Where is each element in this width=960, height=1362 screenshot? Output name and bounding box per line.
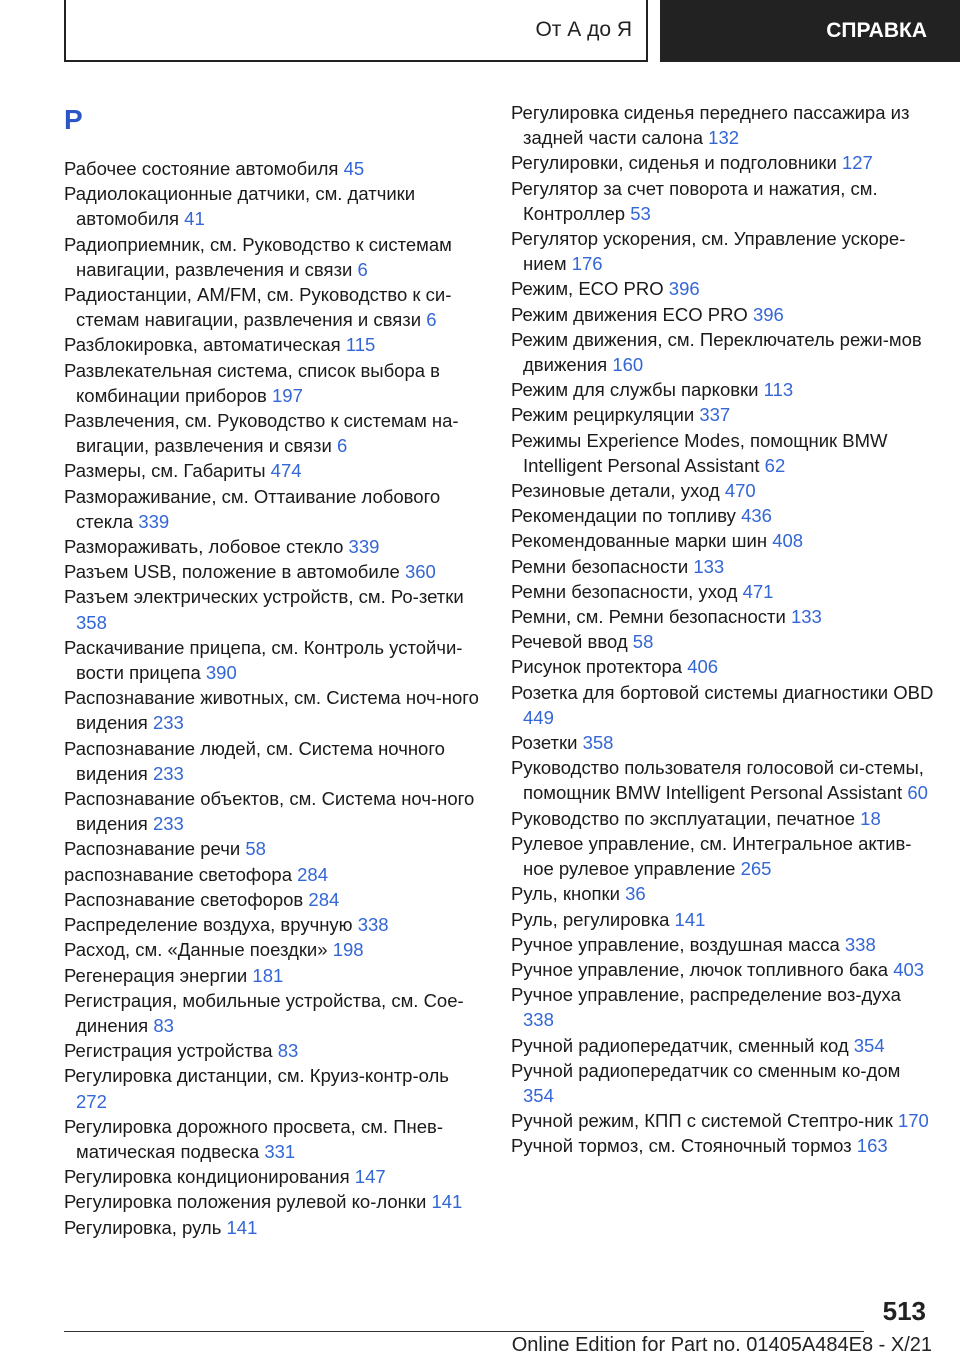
page-reference-link[interactable]: 406 (687, 656, 719, 678)
page-reference-link[interactable]: 474 (270, 460, 302, 482)
index-entry (511, 100, 936, 150)
index-entry (511, 982, 936, 1032)
index-entry-text: Распознавание животных, см. Система ноч-ного видения (64, 687, 479, 734)
index-entry-text: Рабочее состояние автомобиля (64, 158, 344, 179)
page-reference-link[interactable]: 115 (345, 334, 376, 356)
index-entry (511, 1058, 936, 1108)
index-entry (64, 1215, 484, 1240)
index-entry (64, 584, 484, 634)
page-number: 513 (882, 1296, 926, 1326)
index-entry-text: Размеры, см. Габариты (64, 460, 271, 482)
index-entry (511, 377, 936, 402)
index-entry (511, 554, 936, 579)
section-letter: Р (64, 104, 83, 135)
page-reference-link[interactable]: 331 (264, 1140, 296, 1162)
index-entry-text: Режимы Experience Modes, помощник BMW Intelligent Personal Assistant (511, 429, 888, 476)
page-reference-link[interactable]: 338 (523, 1009, 554, 1031)
index-entry-text: Радиолокационные датчики, см. датчики автомобиля (64, 183, 416, 230)
index-entry-text: Распределение воздуха, вручную (64, 914, 358, 936)
page-reference-link[interactable]: 337 (699, 404, 731, 426)
index-entry (64, 358, 484, 408)
index-entry (511, 428, 936, 478)
page-reference-link[interactable]: 6 (357, 258, 368, 280)
page-reference-link[interactable]: 58 (245, 838, 266, 860)
index-entry-text: Рекомендованные марки шин (511, 530, 773, 552)
page-reference-link[interactable]: 403 (893, 958, 925, 980)
page-header (0, 0, 960, 66)
index-entry-text: Режим, ECO PRO (511, 278, 669, 300)
index-entry (511, 402, 936, 427)
index-entry-text: Регулировка кондиционирования (64, 1166, 355, 1188)
page-reference-link[interactable]: 170 (897, 1110, 929, 1132)
tab-reference[interactable] (660, 0, 960, 62)
page-reference-link[interactable]: 338 (357, 914, 389, 936)
page-reference-link[interactable]: 176 (571, 253, 603, 275)
page-reference-link[interactable]: 358 (76, 611, 107, 633)
page-reference-link[interactable]: 272 (76, 1090, 107, 1112)
page-reference-link[interactable]: 58 (632, 631, 654, 653)
index-entry-text: Ремни безопасности, уход (511, 580, 743, 602)
page-reference-link[interactable]: 127 (841, 152, 873, 174)
index-entry (511, 881, 936, 906)
index-entry-text: Режим рециркуляции (511, 404, 700, 426)
page-reference-link[interactable]: 408 (772, 530, 804, 552)
index-entry-text: Ручное управление, распределение воз-духа (511, 984, 901, 1006)
index-entry-text: Резиновые детали, уход (511, 480, 725, 502)
index-entry-text: Регулировка дорожного просвета, см. Пнев-матическая подвеска (64, 1115, 443, 1162)
page-reference-link[interactable]: 18 (860, 807, 881, 829)
index-entry (64, 181, 484, 231)
page-reference-link[interactable]: 53 (630, 202, 651, 224)
index-entry (511, 150, 936, 175)
index-entry (511, 503, 936, 528)
index-entry-text: Расход, см. «Данные поездки» (64, 939, 333, 961)
index-entry-text: Регулировка, руль (64, 1216, 227, 1238)
page-reference-link[interactable]: 354 (853, 1034, 885, 1056)
index-entry-text: Руководство пользователя голосовой си-стемы, помощник BMW Intelligent Personal Assistant (511, 757, 924, 804)
index-entry-text: Распознавание людей, см. Система ночного видения (64, 737, 445, 784)
index-entry-text: Регистрация устройства (64, 1040, 278, 1062)
page-reference-link[interactable]: 83 (153, 1014, 174, 1036)
index-entry-text: Рисунок протектора (511, 656, 688, 678)
page-reference-link[interactable]: 470 (724, 480, 756, 502)
index-entry-text: Регенерация энергии (64, 964, 253, 986)
index-entry-text: Режим движения, см. Переключатель режи-мов движения (511, 328, 922, 376)
index-entry (64, 559, 484, 584)
index-entry-text: Распознавание светофоров (64, 888, 309, 910)
index-entry-text: Распознавание объектов, см. Система ноч-ного видения (64, 788, 475, 835)
index-entry-text: Радиостанции, AM/FM, см. Руководство к си-стемам навигации, развлечения и связи (64, 284, 452, 331)
page-reference-link[interactable]: 163 (856, 1135, 888, 1157)
page-reference-link[interactable]: 141 (226, 1216, 258, 1238)
tab-reference-label: СПРАВКА (826, 19, 927, 42)
page-reference-link[interactable]: 233 (152, 762, 184, 784)
index-entry-text: Ручной радиопередатчик со сменным ко-дом (511, 1059, 901, 1081)
index-entry-text: Размораживать, лобовое стекло (64, 536, 349, 558)
index-entry-text: Ручной тормоз, см. Стояночный тормоз (511, 1135, 857, 1157)
index-entry (511, 806, 936, 831)
index-entry (64, 332, 484, 357)
page-reference-link[interactable]: 396 (752, 303, 784, 325)
page-reference-link[interactable]: 113 (763, 379, 794, 401)
page-reference-link[interactable]: 141 (431, 1191, 463, 1213)
index-entry (64, 534, 484, 559)
page-reference-link[interactable]: 233 (152, 813, 184, 835)
page-reference-link[interactable]: 60 (907, 782, 928, 804)
index-entry (64, 963, 484, 988)
page-reference-link[interactable]: 471 (742, 580, 774, 602)
index-entry (64, 635, 484, 685)
page-reference-link[interactable]: 132 (708, 127, 740, 149)
index-entry (511, 528, 936, 553)
index-entry (511, 730, 936, 755)
index-entry-text: Ремни, см. Ремни безопасности (511, 606, 791, 628)
page-reference-link[interactable]: 6 (337, 435, 348, 457)
index-entry (511, 579, 936, 604)
index-entry-text: Режим движения ECO PRO (511, 303, 753, 325)
page-reference-link[interactable]: 160 (612, 354, 644, 376)
index-entry-text: Разблокировка, автоматическая (64, 334, 346, 356)
page-reference-link[interactable]: 181 (252, 964, 284, 986)
index-entry (64, 862, 484, 887)
index-column-right (511, 100, 936, 1159)
page-reference-link[interactable]: 197 (272, 384, 303, 406)
page-reference-link[interactable]: 339 (348, 536, 380, 558)
index-entry (511, 1033, 936, 1058)
index-entry (511, 1133, 936, 1158)
page-reference-link[interactable]: 390 (205, 662, 237, 684)
index-entry-text: Рулевое управление, см. Интегральное актив-ное рулевое управление (511, 832, 912, 880)
page-reference-link[interactable]: 141 (674, 908, 706, 930)
index-entry-text: Речевой ввод (511, 631, 633, 653)
page-reference-link[interactable]: 358 (582, 732, 614, 754)
index-entry-text: Регулировки, сиденья и подголовники (511, 152, 842, 174)
index-entry (511, 176, 936, 226)
index-entry (511, 327, 936, 377)
index-entry-text: Режим для службы парковки (511, 379, 764, 401)
index-entry-text: Руль, кнопки (511, 883, 626, 905)
index-entry-text: Ручное управление, воздушная масса (511, 933, 845, 955)
index-entry (64, 836, 484, 861)
index-entry (64, 988, 484, 1038)
page-reference-link[interactable]: 360 (404, 561, 436, 583)
index-entry (64, 408, 484, 458)
index-entry-text: Рекомендации по топливу (511, 505, 742, 527)
page-reference-link[interactable]: 233 (152, 712, 184, 734)
footer-edition: Online Edition for Part no. 01405A484E8 - X/21 (511, 1334, 932, 1356)
index-entry (511, 831, 936, 881)
index-entry (511, 907, 936, 932)
index-entry (64, 912, 484, 937)
index-entry (511, 478, 936, 503)
index-entry (511, 302, 936, 327)
page-reference-link[interactable]: 449 (523, 706, 554, 728)
page-reference-link[interactable]: 436 (741, 505, 772, 527)
index-entry-text: Разъем электрических устройств, см. Ро-зетки (64, 586, 464, 608)
page-reference-link[interactable]: 339 (138, 510, 170, 532)
index-entry-text: распознавание светофора (64, 863, 298, 885)
index-entry-text: Руль, регулировка (511, 908, 675, 930)
index-entry (64, 736, 484, 786)
index-entry-text: Регистрация, мобильные устройства, см. Сое-динения (64, 989, 464, 1036)
footer-divider (64, 1331, 864, 1332)
index-entry-text: Регулятор за счет поворота и нажатия, см. Контроллер (511, 177, 878, 224)
page-reference-link[interactable]: 41 (184, 208, 205, 230)
index-entry (511, 629, 936, 654)
index-list-left (64, 156, 484, 1240)
page-reference-link[interactable]: 338 (844, 933, 876, 955)
index-entry (64, 1189, 484, 1214)
index-entry (511, 226, 936, 276)
index-entry-text: Регулировка положения рулевой ко-лонки (64, 1191, 432, 1213)
index-entry (64, 887, 484, 912)
index-entry (64, 1114, 484, 1164)
index-entry (64, 458, 484, 483)
index-entry-text: Регулировка сиденья переднего пассажира из задней части салона (511, 102, 910, 149)
index-entry (64, 786, 484, 836)
index-entry (64, 282, 484, 332)
index-entry-text: Радиоприемник, см. Руководство к системам навигации, развлечения и связи (64, 233, 452, 280)
index-list-right (511, 100, 936, 1159)
page-reference-link[interactable]: 265 (740, 858, 772, 880)
index-entry-text: Регулятор ускорения, см. Управление ускоре-нием (511, 228, 906, 275)
tab-a-to-z-label: От А до Я (535, 18, 632, 41)
index-entry (511, 680, 936, 730)
page-reference-link[interactable]: 396 (668, 278, 700, 300)
index-entry-text: Ручной режим, КПП с системой Стептро-ник (511, 1110, 898, 1132)
index-entry-text: Развлечения, см. Руководство к системам на-вигации, развлечения и связи (64, 410, 459, 457)
page-reference-link[interactable]: 36 (625, 883, 646, 905)
index-entry (511, 654, 936, 679)
page-reference-link[interactable]: 198 (332, 939, 364, 961)
page-reference-link[interactable]: 354 (523, 1084, 554, 1106)
page-reference-link[interactable]: 6 (426, 309, 437, 331)
index-entry (64, 232, 484, 282)
index-entry (511, 932, 936, 957)
index-column-left (64, 100, 484, 1240)
index-entry (64, 685, 484, 735)
page-reference-link[interactable]: 147 (354, 1166, 386, 1188)
index-entry-text: Раскачивание прицепа, см. Контроль устойчи-вости прицепа (64, 636, 463, 684)
page-reference-link[interactable]: 284 (308, 888, 340, 910)
index-entry-text: Розетки (511, 732, 583, 754)
index-entry-text: Ручной радиопередатчик, сменный код (511, 1034, 854, 1056)
index-entry-text: Розетка для бортовой системы диагностики OBD (511, 681, 934, 703)
index-entry-text: Развлекательная система, список выбора в комбинации приборов (64, 359, 441, 406)
page-reference-link[interactable]: 62 (764, 454, 786, 476)
page-reference-link[interactable]: 133 (790, 606, 822, 628)
index-entry-text: Разъем USB, положение в автомобиле (64, 561, 405, 583)
index-entry (64, 937, 484, 962)
tab-a-to-z[interactable] (64, 0, 648, 62)
page-reference-link[interactable]: 284 (297, 863, 329, 885)
page-reference-link[interactable]: 45 (343, 158, 365, 179)
index-entry (64, 1038, 484, 1063)
index-entry (64, 156, 484, 181)
index-entry (511, 276, 936, 301)
index-entry (511, 604, 936, 629)
page-reference-link[interactable]: 83 (277, 1040, 299, 1062)
index-entry-text: Ремни безопасности (511, 555, 694, 577)
index-entry (64, 1063, 484, 1113)
index-entry (511, 755, 936, 805)
page-reference-link[interactable]: 133 (693, 555, 725, 577)
index-entry-text: Размораживание, см. Оттаивание лобового стекла (64, 485, 441, 532)
index-entry-text: Регулировка дистанции, см. Круиз-контр-оль (64, 1065, 449, 1087)
index-entry-text: Ручное управление, лючок топливного бака (511, 958, 894, 980)
index-entry (64, 1164, 484, 1189)
index-entry (64, 484, 484, 534)
index-entry-text: Руководство по эксплуатации, печатное (511, 807, 861, 829)
index-entry (511, 957, 936, 982)
index-entry (511, 1108, 936, 1133)
index-entry-text: Распознавание речи (64, 838, 246, 860)
